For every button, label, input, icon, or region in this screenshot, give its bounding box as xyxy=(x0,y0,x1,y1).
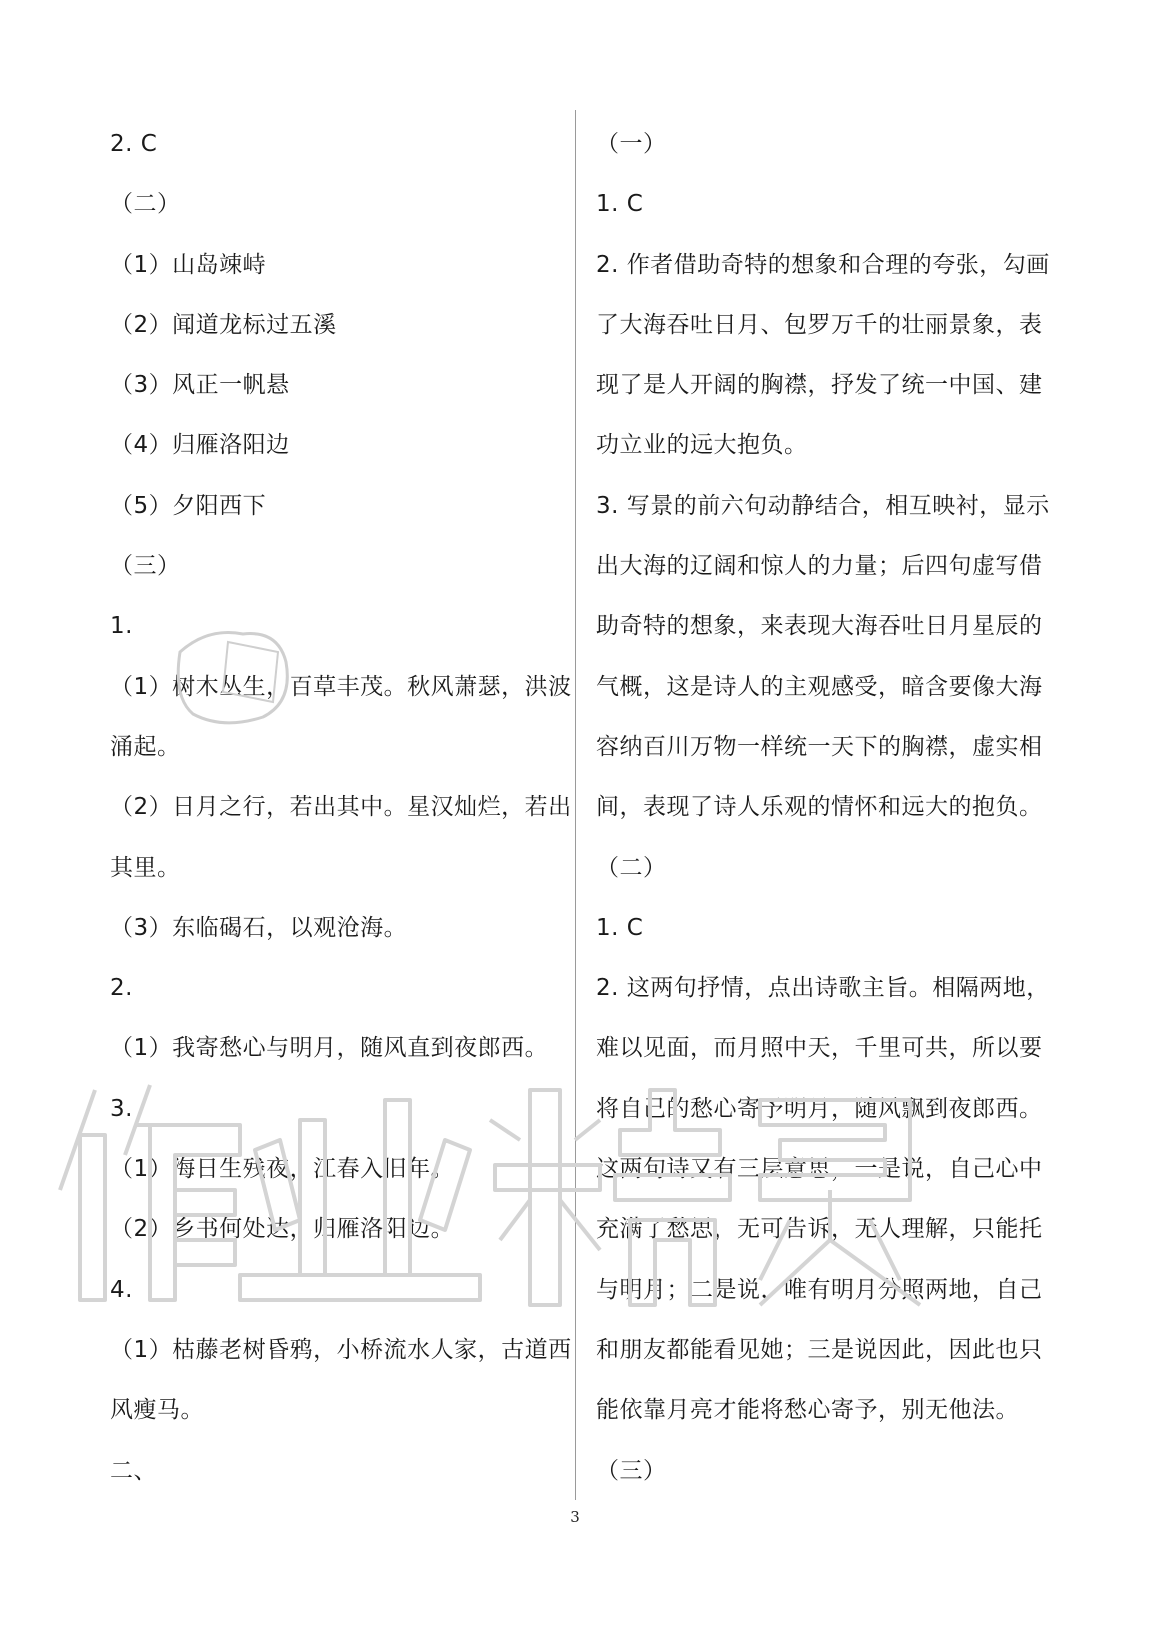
left-text-line: 4. xyxy=(110,1276,133,1303)
right-text-line: 将自己的愁心寄予明月，随风飘到夜郎西。 xyxy=(596,1095,1043,1122)
right-text-line: （三） xyxy=(596,1457,667,1484)
right-text-line: 难以见面，而月照中天，千里可共，所以要 xyxy=(596,1035,1043,1062)
left-text-line: （2）闻道龙标过五溪 xyxy=(110,311,337,338)
right-text-line: 这两句诗又有三层意思，一是说，自己心中 xyxy=(596,1156,1043,1183)
left-text-line: （1）山岛竦峙 xyxy=(110,251,267,278)
right-text-line: 气概，这是诗人的主观感受，暗含要像大海 xyxy=(596,673,1043,700)
right-text-line: 出大海的辽阔和惊人的力量；后四句虚写借 xyxy=(596,553,1043,580)
left-text-line: 其里。 xyxy=(110,854,181,881)
left-text-line: （1）枯藤老树昏鸦，小桥流水人家，古道西 xyxy=(110,1336,572,1363)
right-text-line: 助奇特的想象，来表现大海吞吐日月星辰的 xyxy=(596,613,1043,640)
right-text-line: 间，表现了诗人乐观的情怀和远大的抱负。 xyxy=(596,794,1043,821)
left-text-line: （5）夕阳西下 xyxy=(110,492,267,519)
column-divider xyxy=(575,110,576,1500)
right-text-line: 功立业的远大抱负。 xyxy=(596,432,808,459)
left-text-line: （二） xyxy=(110,191,181,218)
left-text-line: 3. xyxy=(110,1095,133,1122)
right-text-line: 1. C xyxy=(596,191,644,218)
right-text-line: 了大海吞吐日月、包罗万千的壮丽景象，表 xyxy=(596,311,1043,338)
right-text-line: （二） xyxy=(596,854,667,881)
left-text-line: （3）东临碣石，以观沧海。 xyxy=(110,914,408,941)
left-text-line: 2. C xyxy=(110,131,158,157)
right-text-line: 和朋友都能看见她；三是说因此，因此也只 xyxy=(596,1336,1043,1363)
left-text-line: 涌起。 xyxy=(110,733,181,760)
right-column xyxy=(596,121,1050,1508)
right-text-line: 与明月；二是说，唯有明月分照两地，自己 xyxy=(596,1276,1043,1303)
right-text-line: 充满了愁思，无可告诉，无人理解，只能托 xyxy=(596,1216,1043,1243)
left-text-line: （4）归雁洛阳边 xyxy=(110,432,290,459)
left-text-line: （2）日月之行，若出其中。星汉灿烂，若出 xyxy=(110,794,572,821)
right-text-line: 能依靠月亮才能将愁心寄予，别无他法。 xyxy=(596,1397,1019,1424)
left-text-line: （1）我寄愁心与明月，随风直到夜郎西。 xyxy=(110,1035,549,1062)
left-text-line: （3）风正一帆悬 xyxy=(110,372,290,399)
right-text-line: 现了是人开阔的胸襟，抒发了统一中国、建 xyxy=(596,372,1043,399)
left-text-line: （2）乡书何处达，归雁洛阳边。 xyxy=(110,1216,455,1243)
left-text-line: 1. xyxy=(110,613,133,640)
right-text-line: 3. 写景的前六句动静结合，相互映衬，显示 xyxy=(596,492,1050,519)
right-text-line: 容纳百川万物一样统一天下的胸襟，虚实相 xyxy=(596,733,1043,760)
right-text-line: （一） xyxy=(596,131,667,157)
right-text-line: 1. C xyxy=(596,914,644,941)
left-text-line: 2. xyxy=(110,975,133,1002)
page-number: 3 xyxy=(570,1508,580,1526)
right-text-line: 2. 作者借助奇特的想象和合理的夸张，勾画 xyxy=(596,251,1050,278)
left-text-line: 风瘦马。 xyxy=(110,1397,204,1424)
left-column xyxy=(110,121,572,1508)
left-text-line: （1）树木丛生，百草丰茂。秋风萧瑟，洪波 xyxy=(110,673,572,700)
left-text-line: （1）海日生残夜，江春入旧年。 xyxy=(110,1156,455,1183)
left-text-line: 二、 xyxy=(110,1457,157,1484)
left-text-line: （三） xyxy=(110,553,181,580)
right-text-line: 2. 这两句抒情，点出诗歌主旨。相隔两地， xyxy=(596,975,1050,1002)
